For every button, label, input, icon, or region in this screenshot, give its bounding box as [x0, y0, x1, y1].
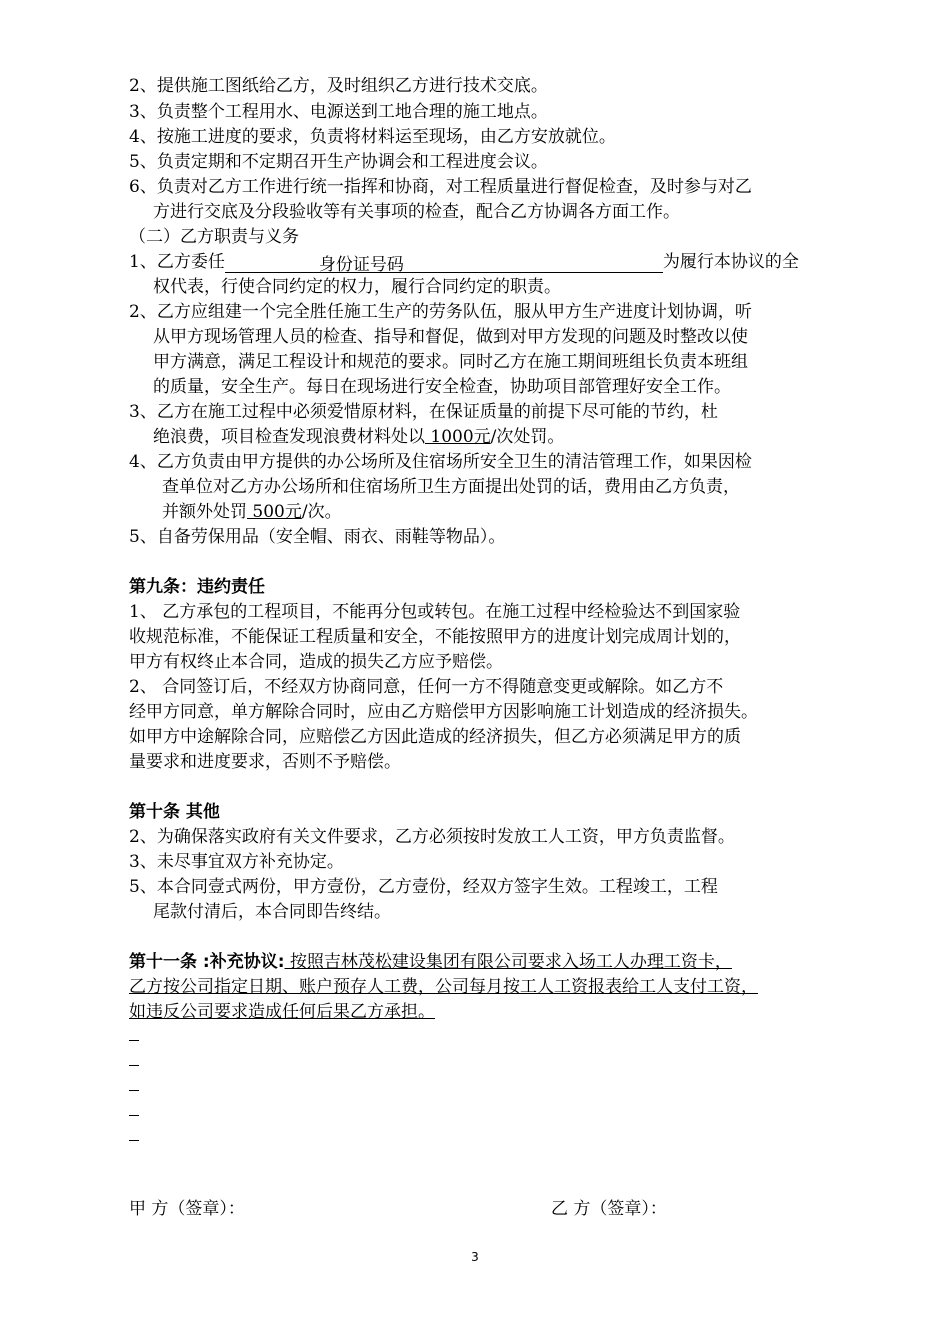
article-9-heading: 第九条：违约责任 [129, 577, 265, 597]
article-10-line-2: 3、未尽事宜双方补充协定。 [129, 852, 344, 872]
party-a-duty-4: 4、按施工进度的要求，负责将材料运至现场，由乙方安放就位。 [129, 127, 616, 147]
party-b-item-4: 4、乙方负责由甲方提供的办公场所及住宿场所安全卫生的清洁管理工作，如果因检 [129, 452, 752, 472]
item4-text: 并额外处罚 [162, 502, 247, 522]
blank-line-4 [129, 1115, 139, 1116]
article-9-line-7: 量要求和进度要求，否则不予赔偿。 [129, 752, 401, 772]
party-b-item-4-cont-1: 查单位对乙方办公场所和住宿场所卫生方面提出处罚的话，费用由乙方负责， [162, 477, 740, 497]
article-9-line-4: 2、 合同签订后，不经双方协商同意，任何一方不得随意变更或解除。如乙方不 [129, 677, 724, 697]
article-11-line-1 [129, 951, 732, 973]
article-10-line-4: 尾款付清后，本合同即告终结。 [153, 902, 391, 922]
party-b-item-1-cont: 权代表，行使合同约定的权力，履行合同约定的职责。 [153, 277, 561, 297]
item1-prefix: 1、乙方委任 [129, 252, 225, 272]
item4-suffix: /次。 [301, 502, 342, 522]
party-b-item-5: 5、自备劳保用品（安全帽、雨衣、雨鞋等物品）。 [129, 527, 506, 547]
article-10-line-3: 5、本合同壹式两份，甲方壹份，乙方壹份，经双方签字生效。工程竣工，工程 [129, 877, 718, 897]
article-11-line-2: 乙方按公司指定日期、账户预存人工费，公司每月按工人工资报表给工人支付工资， [129, 977, 758, 997]
party-b-item-1 [129, 251, 799, 273]
party-a-duty-2: 2、提供施工图纸给乙方，及时组织乙方进行技术交底。 [129, 76, 548, 96]
party-b-item-2-cont-3: 的质量，安全生产。每日在现场进行安全检查，协助项目部管理好安全工作。 [153, 377, 731, 397]
page-number: 3 [471, 1250, 479, 1264]
id-number-blank [313, 254, 663, 273]
article-9-line-1: 1、 乙方承包的工程项目，不能再分包或转包。在施工过程中经检验达不到国家验 [129, 602, 741, 622]
party-b-item-2: 2、乙方应组建一个完全胜任施工生产的劳务队伍，服从甲方生产进度计划协调，听 [129, 302, 752, 322]
party-b-signature: 乙 方（签章）： [551, 1199, 667, 1219]
party-b-item-2-cont-2: 甲方满意，满足工程设计和规范的要求。同时乙方在施工期间班组长负责本班组 [153, 352, 748, 372]
item3-suffix: /次处罚。 [490, 427, 565, 447]
blank-line-1 [129, 1040, 139, 1041]
party-a-duty-5: 5、负责定期和不定期召开生产协调会和工程进度会议。 [129, 152, 548, 172]
article-11-text-1: 按照吉林茂松建设集团有限公司要求入场工人办理工资卡， [284, 952, 732, 972]
party-b-heading: （二）乙方职责与义务 [129, 227, 299, 247]
article-9-line-6: 如甲方中途解除合同，应赔偿乙方因此造成的经济损失，但乙方必须满足甲方的质 [129, 727, 741, 747]
waste-fine-amount: 1000元 [425, 427, 491, 447]
item1-suffix: 为履行本协议的全 [662, 252, 799, 272]
blank-line-2 [129, 1065, 139, 1066]
party-b-item-3: 3、乙方在施工过程中必须爱惜原材料，在保证质量的前提下尽可能的节约，杜 [129, 402, 718, 422]
article-10-line-1: 2、为确保落实政府有关文件要求，乙方必须按时发放工人工资，甲方负责监督。 [129, 827, 735, 847]
article-11-line-3: 如违反公司要求造成任何后果乙方承担。 [129, 1002, 435, 1022]
item3-text: 绝浪费，项目检查发现浪费材料处以 [153, 427, 425, 447]
party-a-duty-6-cont: 方进行交底及分段验收等有关事项的检查，配合乙方协调各方面工作。 [153, 202, 680, 222]
hygiene-fine-amount: 500元 [247, 502, 302, 522]
party-b-item-4-cont-2 [162, 501, 342, 523]
article-9-line-2: 收规范标准，不能保证工程质量和安全，不能按照甲方的进度计划完成周计划的， [129, 627, 741, 647]
article-10-heading: 第十条 其他 [129, 802, 220, 822]
article-11-heading: 第十一条 :补充协议: [129, 952, 285, 972]
party-a-signature: 甲 方（签章）： [129, 1199, 245, 1219]
party-b-item-3-cont [153, 426, 564, 448]
blank-line-3 [129, 1090, 139, 1091]
representative-name-blank [225, 254, 313, 273]
blank-line-5 [129, 1140, 139, 1141]
article-9-line-5: 经甲方同意，单方解除合同时，应由乙方赔偿甲方因影响施工计划造成的经济损失。 [129, 702, 758, 722]
party-a-duty-3: 3、负责整个工程用水、电源送到工地合理的施工地点。 [129, 102, 548, 122]
party-b-item-2-cont-1: 从甲方现场管理人员的检查、指导和督促，做到对甲方发现的问题及时整改以使 [153, 327, 748, 347]
article-9-line-3: 甲方有权终止本合同，造成的损失乙方应予赔偿。 [129, 652, 503, 672]
party-a-duty-6: 6、负责对乙方工作进行统一指挥和协商，对工程质量进行督促检查，及时参与对乙 [129, 177, 752, 197]
id-number-label: 身份证号码 [318, 255, 404, 275]
